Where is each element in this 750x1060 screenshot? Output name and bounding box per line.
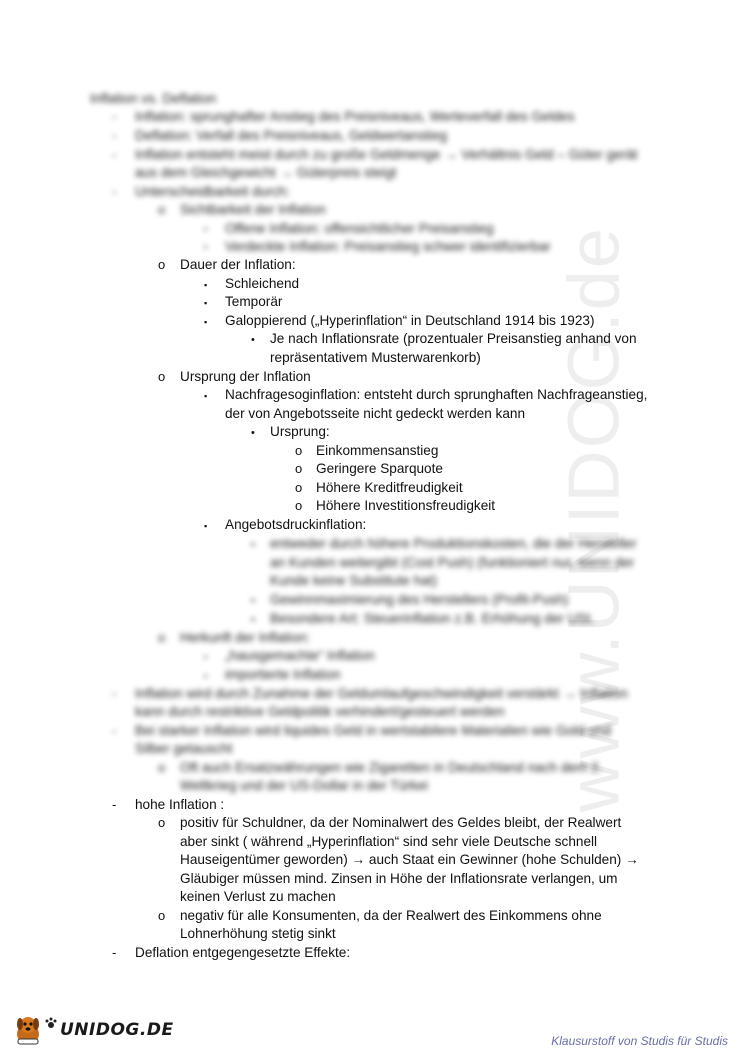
- blurred-line: Verdeckte Inflation: Preisanstieg schwer identifizierbar: [225, 239, 551, 254]
- positiv-line: Gläubiger müssen mind. Zinsen in Höhe der Inflationsrate verlangen, um: [180, 871, 618, 886]
- footer-tagline: Klausurstoff von Studis für Studis: [551, 1034, 728, 1048]
- hohe-inflation-heading: hohe Inflation :: [135, 797, 225, 812]
- blurred-line: Besondere Art: Steuerinflation z.B. Erhöhung der USt.: [270, 611, 595, 626]
- blurred-line: Herkunft der Inflation:: [180, 630, 310, 645]
- dash-marker: -: [112, 686, 117, 701]
- circle-marker: o: [295, 480, 303, 495]
- dash-marker: -: [112, 945, 117, 960]
- blurred-line: Inflation entsteht meist durch zu große Geldmenge → Verhältnis Geld – Güter gerät: [135, 147, 638, 162]
- circle-marker: o: [158, 760, 166, 775]
- square-marker: ▪: [204, 671, 208, 681]
- square-marker: ▪: [204, 280, 208, 290]
- dash-marker: -: [112, 723, 117, 738]
- deflation-line: Deflation entgegengesetzte Effekte:: [135, 945, 351, 960]
- bullet-marker: •: [251, 539, 255, 551]
- positiv-line: positiv für Schuldner, da der Nominalwert des Geldes bleibt, der Realwert: [180, 815, 622, 830]
- blurred-line: Kunde keine Substitute hat): [270, 573, 438, 588]
- bullet-marker: •: [251, 595, 255, 607]
- square-marker: ▪: [204, 224, 208, 234]
- bullet-marker: •: [251, 427, 255, 439]
- blurred-line: Offene Inflation: offensichtlicher Preisanstieg: [225, 221, 494, 236]
- dash-marker: -: [112, 109, 117, 124]
- blurred-line: Silber getauscht: [135, 741, 233, 756]
- square-marker: ▪: [204, 242, 208, 252]
- square-marker: ▪: [204, 391, 208, 401]
- dash-marker: -: [112, 147, 117, 162]
- blurred-line: Unterscheidbarkeit durch:: [135, 184, 290, 199]
- ursprung-item: Höhere Kreditfreudigkeit: [316, 480, 463, 495]
- blurred-line: Deflation: Verfall des Preisniveaus, Geldwertanstieg: [135, 128, 448, 143]
- bullet-marker: •: [251, 334, 255, 346]
- angebot-heading: Angebotsdruckinflation:: [225, 517, 367, 532]
- dash-marker: -: [112, 797, 117, 812]
- ursprung-heading: Ursprung der Inflation: [180, 369, 311, 384]
- blurred-line: Weltkrieg und der US-Dollar in der Türkei: [180, 778, 429, 793]
- ursprung-item: Geringere Sparquote: [316, 461, 443, 476]
- circle-marker: o: [158, 815, 166, 830]
- blurred-line: Inflation wird durch Zunahme der Geldumlaufgeschwindigkeit verstärkt → Inflation: [135, 686, 628, 701]
- positiv-line: aber sinkt ( während „Hyperinflation“ sind sehr viele Deutsche schnell: [180, 834, 598, 849]
- circle-marker: o: [158, 257, 166, 272]
- blurred-line: Oft auch Ersatzwährungen wie Zigaretten in Deutschland nach dem 2.: [180, 760, 603, 775]
- blurred-line: Bei starker Inflation wird liquides Geld in wertstabilere Materialien wie Gold und: [135, 723, 612, 738]
- positiv-line: keinen Verlust zu machen: [180, 889, 336, 904]
- circle-marker: o: [158, 369, 166, 384]
- square-marker: ▪: [204, 521, 208, 531]
- paw-icon: [44, 1016, 58, 1030]
- blurred-line: an Kunden weitergibt (Cost Push) (funktioniert nur, wenn der: [270, 555, 635, 570]
- blurred-line: aus dem Gleichgewicht → Güterpreis steigt: [135, 165, 397, 180]
- dauer-sub-line: Je nach Inflationsrate (prozentualer Preisanstieg anhand von: [270, 331, 637, 346]
- circle-marker: o: [295, 461, 303, 476]
- bullet-marker: •: [251, 614, 255, 626]
- square-marker: ▪: [204, 652, 208, 662]
- positiv-line: Hauseigentümer geworden) → auch Staat ein Gewinner (hohe Schulden) →: [180, 852, 639, 867]
- dash-marker: -: [112, 184, 117, 199]
- blurred-title: Inflation vs. Deflation: [90, 91, 217, 106]
- blurred-line: importierte Inflation: [225, 667, 341, 682]
- circle-marker: o: [295, 443, 303, 458]
- circle-marker: o: [158, 202, 166, 217]
- circle-marker: o: [158, 908, 166, 923]
- dog-mascot-icon: [10, 1012, 46, 1048]
- blurred-line: Inflation: sprunghafter Anstieg des Preisniveaus, Werteverfall des Geldes: [135, 109, 575, 124]
- dauer-item: Galoppierend („Hyperinflation“ in Deutschland 1914 bis 1923): [225, 313, 595, 328]
- dauer-heading: Dauer der Inflation:: [180, 257, 296, 272]
- unidog-logo: [10, 1012, 174, 1048]
- logo-text: UNIDOG.DE: [60, 1019, 174, 1040]
- blurred-line: Gewinnmaximierung des Herstellers (Profit-Push): [270, 592, 569, 607]
- nachfrage-line: Nachfragesoginflation: entsteht durch sprunghaften Nachfrageanstieg,: [225, 387, 648, 402]
- dauer-sub-line: repräsentativem Musterwarenkorb): [270, 350, 481, 365]
- circle-marker: o: [295, 498, 303, 513]
- dash-marker: -: [112, 128, 117, 143]
- watermark: www.UNIDOG.de: [554, 226, 635, 813]
- ursprung-item: Höhere Investitionsfreudigkeit: [316, 498, 496, 513]
- nachfrage-line: der von Angebotsseite nicht gedeckt werden kann: [225, 406, 526, 421]
- dauer-item: Schleichend: [225, 276, 300, 291]
- square-marker: ▪: [204, 317, 208, 327]
- negativ-line: Lohnerhöhung stetig sinkt: [180, 926, 336, 941]
- dauer-item: Temporär: [225, 294, 283, 309]
- ursprung-item: Einkommensanstieg: [316, 443, 439, 458]
- negativ-line: negativ für alle Konsumenten, da der Realwert des Einkommens ohne: [180, 908, 602, 923]
- blurred-line: Sichtbarkeit der Inflation: [180, 202, 326, 217]
- square-marker: ▪: [204, 298, 208, 308]
- ursprung-label: Ursprung:: [270, 424, 330, 439]
- blurred-line: entweder durch höhere Produktionskosten, die der Hersteller: [270, 536, 637, 551]
- blurred-line: „hausgemachte“ Inflation: [225, 648, 375, 663]
- circle-marker: o: [158, 630, 166, 645]
- blurred-line: kann durch restriktive Geldpolitik verhindert/gesteuert werden: [135, 704, 505, 719]
